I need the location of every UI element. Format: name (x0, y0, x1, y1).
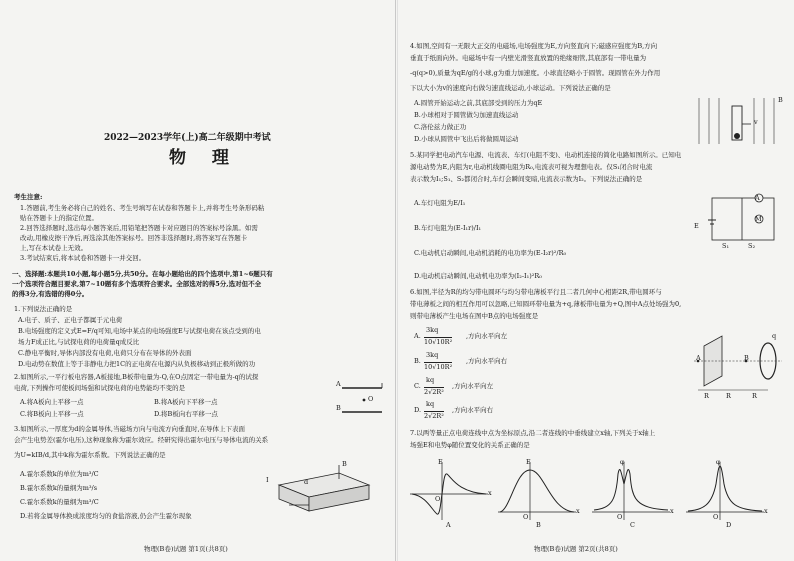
q3-stem: 3.如图所示,一厚度为d的金属导体,当磁场方向与电流方向垂直时,在导体上下表面 (14, 425, 246, 433)
graph-a-axis-label: E (438, 458, 443, 466)
q6-option-b-num: 3kq (426, 351, 439, 359)
q6-option-b-letter: B. (414, 357, 421, 365)
q7-stem: 场强E和电势φ随位置变化的关系正确的是 (410, 441, 530, 449)
q3-option-b: B.霍尔系数k的量纲为m³/s (20, 484, 98, 492)
notice-line: 2.回答选择题时,选出每小题答案后,用铅笔把答题卡对应题目的答案标号涂黑。如需 (20, 224, 258, 232)
q5-stem: 源电动势为E,内阻为r,电动机线圈电阻为R₀,电流表可视为理想电表。仅S₁闭合时电流 (410, 163, 653, 171)
q4-option-d: D.小球从圆管中飞出后将做圆周运动 (414, 135, 519, 143)
fig-label-emf: E (694, 222, 699, 230)
exam-header: 2022—2023学年(上)高二年级期中考试 (104, 133, 271, 143)
notice-title: 考生注意: (14, 193, 43, 201)
q1-option-c: C.静电平衡时,导体内部没有电荷,电荷只分布在导体的外表面 (18, 349, 192, 357)
q3-option-d: D.若将金属导体换成浓度均匀的食盐溶液,仍会产生霍尔现象 (20, 512, 192, 520)
q6-option-c-den: 2√2R² (424, 388, 444, 396)
notice-line: 贴在答题卡上的指定位置。 (20, 214, 98, 222)
fig-label-d: d (304, 478, 309, 486)
q6-stem: 则带电薄板产生电场在图中B点的电场强度是 (410, 312, 539, 320)
page-1 (4, 8, 389, 556)
graph-d-axis-label: φ (716, 458, 721, 466)
q6-option-a-num: 3kq (426, 326, 439, 334)
page-footer: 物理(B卷)试题 第2页(共8页) (534, 545, 618, 553)
graph-d-x-label: x (764, 507, 768, 515)
fig-label-b: B (744, 354, 749, 362)
fig-label-a: A (336, 380, 341, 388)
fig-label-s2: S₂ (748, 242, 756, 250)
q6-stem: 6.如图,半径为R的均匀带电圆环与均匀带电薄板平行且二者几何中心相距2R,带电圆环与 (410, 288, 662, 296)
q6-option-a-den: 10√10R² (424, 338, 453, 346)
notice-line: 3.考试结束后,将本试卷和答题卡一并交回。 (20, 254, 146, 262)
fig-label-v: v (754, 118, 758, 126)
q1-option-a: A.电子、质子、正电子都属于元电荷 (18, 316, 123, 324)
q6-option-a-letter: A. (414, 332, 421, 340)
page-footer: 物理(B卷)试题 第1页(共8页) (144, 545, 228, 553)
graph-c-x-label: x (670, 507, 674, 515)
fig-label-i: I (266, 476, 269, 484)
fig-label-b: B (336, 404, 341, 412)
graph-c-origin: O (617, 513, 623, 521)
graph-b-label: B (536, 521, 541, 529)
q1-option-b: B.电场强度的定义式E=F/q可知,电场中某点的电场强度E与试探电荷在该点受到的电 (18, 327, 261, 335)
q1-option-b: 场力F成正比,与试探电荷的电荷量q成反比 (18, 338, 140, 346)
q4-stem: 垂直于纸面向外。电磁场中有一内壁光滑竖直放置的绝缘细管,其底部有一带电量为 (410, 54, 647, 62)
fig-label-motor: M (755, 215, 762, 223)
capacitor-figure (334, 380, 384, 418)
q1-option-d: D.电动势在数值上等于非静电力把1C的正电荷在电源内从负极移动到正极所做的功 (18, 360, 256, 368)
q5-option-a: A.车灯电阻为E/I₁ (414, 199, 466, 207)
graph-a-x-label: x (488, 489, 492, 497)
q2-option-b: B.将A板向下平移一点 (154, 398, 218, 406)
fig-label-s1: S₁ (722, 242, 730, 250)
q2-option-a: A.将A板向上平移一点 (20, 398, 84, 406)
notice-line: 1.答题前,考生务必将自己的姓名、考生号填写在试卷和答题卡上,并将考生号条形码粘 (20, 204, 265, 212)
subject-title: 物 理 (169, 148, 239, 168)
circuit-figure (704, 190, 784, 248)
graph-c-label: C (630, 521, 635, 529)
fig-label-b: B (778, 96, 783, 104)
q4-option-b: B.小球相对于圆管做匀加速直线运动 (414, 111, 519, 119)
q4-option-c: C.洛伦兹力做正功 (414, 123, 467, 131)
q2-stem: 电荷,下列操作可使板间场强和试探电荷的电势能均不变的是 (14, 384, 186, 392)
q3-option-c: C.霍尔系数k的量纲为m³/C (20, 498, 99, 506)
fig-label-o: O (368, 395, 374, 403)
fig-label-a: A (696, 354, 701, 362)
q6-stem: 带电薄板之间的相互作用可以忽略,已知圆环带电量为+q,薄板带电量为+Q,图中A点处场强为0, (410, 300, 682, 308)
q5-stem: 5.某同学把电动汽车电源、电流表、车灯(电阻不变)、电动机连接的简化电路如图所示。已知电 (410, 151, 682, 159)
notice-line: 上,写在本试卷上无效。 (20, 244, 88, 252)
graph-c (592, 462, 670, 520)
graph-d (686, 462, 764, 520)
q7-stem: 7.以两等量正点电荷连线中点为坐标原点,沿二者连线的中垂线建立x轴,下列关于x轴上 (410, 429, 656, 437)
q4-stem: -q(q>0),质量为qE/g的小球,g为重力加速度。小球直径略小于圆管。现圆管在外力作用 (410, 69, 661, 77)
tube-field-figure (694, 96, 784, 146)
q5-option-c: C.电动机启动瞬间,电动机消耗的电功率为(E-I₂r)²/R₀ (414, 249, 567, 257)
q2-option-d: D.将B板向右平移一点 (154, 410, 218, 418)
q2-option-c: C.将B板向上平移一点 (20, 410, 84, 418)
q3-stem: 为U=kIB/d,其中k称为霍尔系数。下列说法正确的是 (14, 451, 166, 459)
graph-c-axis-label: φ (620, 458, 625, 466)
graph-b (498, 462, 576, 520)
q4-stem: 4.如图,空间有一无限大正交的电磁场,电场强度为E,方向竖直向下;磁感应强度为B,方向 (410, 42, 658, 50)
graph-b-origin: O (523, 513, 529, 521)
q3-stem: 会产生电势差(霍尔电压),这种现象称为霍尔效应。经研究得出霍尔电压与导体电流的关系 (14, 436, 269, 444)
graph-b-x-label: x (576, 507, 580, 515)
q5-option-d: D.电动机启动瞬间,电动机电功率为(I₂-I₁)²R₀ (414, 272, 542, 280)
graph-a (410, 462, 488, 520)
fig-label-q: q (772, 332, 777, 340)
q6-option-d-den: 2√2R² (424, 412, 444, 420)
graph-a-origin: O (435, 495, 441, 503)
fold-line (395, 0, 396, 561)
fig-label-r: R (704, 392, 709, 400)
q6-option-d-dir: ,方向水平向右 (452, 406, 494, 414)
q6-option-c-num: kq (426, 376, 435, 384)
q4-stem: 下以大小为v的速度向右做匀速直线运动,小球运动。下列说法正确的是 (410, 84, 611, 92)
hall-effect-figure (269, 463, 379, 518)
graph-b-axis-label: E (526, 458, 531, 466)
q2-stem: 2.如图所示,一平行板电容器,A板接地,B板带电量为-Q,在O点固定一带电量为-q的试探 (14, 373, 259, 381)
page-2 (404, 8, 789, 556)
fig-label-r: R (726, 392, 731, 400)
fold-line-shadow (397, 0, 398, 561)
graph-d-origin: O (713, 513, 719, 521)
q6-option-a-dir: ,方向水平向左 (466, 332, 508, 340)
section-intro: 的得3分,有选错的得0分。 (12, 290, 89, 298)
q6-option-d-letter: D. (414, 406, 422, 414)
q7-graphs (404, 454, 789, 534)
section-intro: 一、选择题:本题共10小题,每小题5分,共50分。在每小题给出的四个选项中,第1~6题只有 (12, 270, 273, 278)
fig-label-ammeter: A (755, 194, 760, 202)
q5-stem: 表示数为I₁;S₁、S₂都闭合时,车灯会瞬间变暗,电流表示数为I₂。下列说法正确的是 (410, 175, 643, 183)
graph-d-label: D (726, 521, 732, 529)
graph-a-label: A (446, 521, 451, 529)
fig-label-b: B (342, 460, 347, 468)
q3-option-a: A.霍尔系数k的单位为m³/C (20, 470, 99, 478)
q6-option-b-dir: ,方向水平向右 (466, 357, 508, 365)
q6-option-c-letter: C. (414, 382, 421, 390)
q6-option-b-den: 10√10R² (424, 363, 453, 371)
q6-option-d-num: kq (426, 400, 435, 408)
q4-option-a: A.圆管开始运动之前,其底部受到的压力为qE (414, 99, 543, 107)
notice-line: 改动,用橡皮擦干净后,再选涂其他答案标号。回答非选择题时,将答案写在答题卡 (20, 234, 248, 242)
q5-option-b: B.车灯电阻为(E-I₁r)/I₁ (414, 224, 482, 232)
q6-option-c-dir: ,方向水平向左 (452, 382, 494, 390)
fig-label-r: R (752, 392, 757, 400)
q1-stem: 1.下列说法正确的是 (14, 305, 73, 313)
section-intro: 一个选项符合题目要求,第7~10题有多个选项符合要求。全部选对的得5分,选对但不全 (12, 280, 262, 288)
